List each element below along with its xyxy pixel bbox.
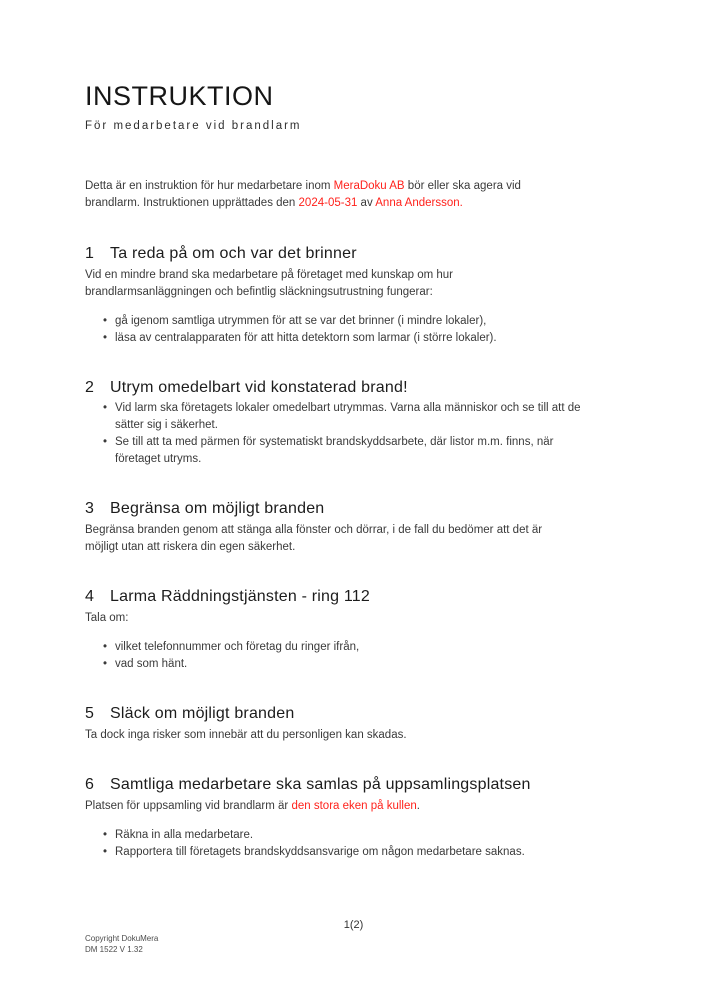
bullet-list: [85, 400, 623, 468]
text-line: Vid larm ska företagets lokaler omedelbart utrymmas. Varna alla människor och se till att de: [115, 402, 581, 414]
text-line: vilket telefonnummer och företag du ringer ifrån,: [115, 641, 360, 653]
text-line: Räkna in alla medarbetare.: [115, 829, 254, 841]
sections-container: [85, 243, 623, 861]
text-segment: brandlarm. Instruktionen upprättades den: [85, 197, 299, 209]
section-title: Begränsa om möjligt branden: [110, 500, 325, 517]
section-heading: [85, 498, 623, 520]
text-line: Begränsa branden genom att stänga alla fönster och dörrar, i de fall du bedömer att det är: [85, 524, 543, 536]
page-title: INSTRUKTION: [85, 81, 274, 111]
text-line: brandlarmsanläggningen och befintlig släckningsutrustning fungerar:: [85, 286, 433, 298]
section-6: [85, 774, 623, 861]
text-line: möjligt utan att riskera din egen säkerhet.: [85, 541, 296, 553]
text-line: Rapportera till företagets brandskyddsansvarige om någon medarbetare saknas.: [115, 846, 525, 858]
section-4: [85, 586, 623, 673]
section-title: Samtliga medarbetare ska samlas på uppsamlingsplatsen: [110, 776, 531, 793]
bullet-item: [115, 639, 623, 656]
copyright: [85, 934, 158, 955]
text-line: läsa av centralapparaten för att hitta detektorn som larmar (i större lokaler).: [115, 332, 497, 344]
bullet-item: [115, 656, 623, 673]
section-heading: [85, 586, 623, 608]
page-subtitle: För medarbetare vid brandlarm: [85, 120, 302, 132]
section-title: Utrym omedelbart vid konstaterad brand!: [110, 379, 408, 396]
section-heading: [85, 774, 623, 796]
page-number: 1(2): [343, 919, 364, 931]
text-line: Ta dock inga risker som innebär att du personligen kan skadas.: [85, 729, 407, 741]
document-content: [85, 0, 623, 861]
document-header: [85, 81, 623, 133]
paragraph: [85, 522, 623, 556]
bullet-item: [115, 844, 623, 861]
bullet-list: [85, 313, 623, 347]
section-2: [85, 377, 623, 468]
section-heading: [85, 703, 623, 725]
highlight-text: 2024-05-31: [298, 197, 358, 209]
bullet-item: [115, 400, 623, 434]
bullet-list: [85, 827, 623, 861]
section-number: 3: [85, 500, 95, 517]
text-segment: av: [357, 197, 376, 209]
section-3: [85, 498, 623, 556]
intro-paragraph: [85, 178, 623, 212]
paragraph: [85, 727, 623, 744]
text-line: Tala om:: [85, 612, 129, 624]
bullet-item: [115, 330, 623, 347]
section-heading: [85, 243, 623, 265]
bullet-item: [115, 827, 623, 844]
text-segment: .: [416, 800, 420, 812]
text-line: vad som hänt.: [115, 658, 188, 670]
section-number: 1: [85, 245, 95, 262]
bullet-item: [115, 434, 623, 468]
text-line: Se till att ta med pärmen för systematiskt brandskyddsarbete, där listor m.m. finns, när: [115, 436, 554, 448]
section-title: Släck om möjligt branden: [110, 705, 295, 722]
paragraph: [85, 798, 623, 815]
highlight-text: Anna Andersson.: [375, 197, 463, 209]
bullet-item: [115, 313, 623, 330]
section-1: [85, 243, 623, 347]
text-line: företaget utryms.: [115, 453, 202, 465]
text-segment: Detta är en instruktion för hur medarbetare inom: [85, 180, 334, 192]
section-number: 4: [85, 588, 95, 605]
section-number: 6: [85, 776, 95, 793]
section-number: 5: [85, 705, 95, 722]
text-line: gå igenom samtliga utrymmen för att se var det brinner (i mindre lokaler),: [115, 315, 487, 327]
copyright-line2: DM 1522 V 1.32: [85, 944, 143, 954]
section-title: Ta reda på om och var det brinner: [110, 245, 357, 262]
copyright-line1: Copyright DokuMera: [85, 934, 159, 943]
text-segment: bör eller ska agera vid: [404, 180, 521, 192]
bullet-list: [85, 639, 623, 673]
paragraph: [85, 267, 623, 301]
highlight-text: MeraDoku AB: [333, 180, 405, 192]
paragraph: [85, 610, 623, 627]
text-line: sätter sig i säkerhet.: [115, 419, 218, 431]
section-number: 2: [85, 379, 95, 396]
text-segment: Platsen för uppsamling vid brandlarm är: [85, 800, 292, 812]
text-line: Vid en mindre brand ska medarbetare på företaget med kunskap om hur: [85, 269, 453, 281]
section-heading: [85, 377, 623, 399]
section-title: Larma Räddningstjänsten - ring 112: [110, 588, 370, 605]
section-5: [85, 703, 623, 744]
highlight-text: den stora eken på kullen: [291, 800, 417, 812]
